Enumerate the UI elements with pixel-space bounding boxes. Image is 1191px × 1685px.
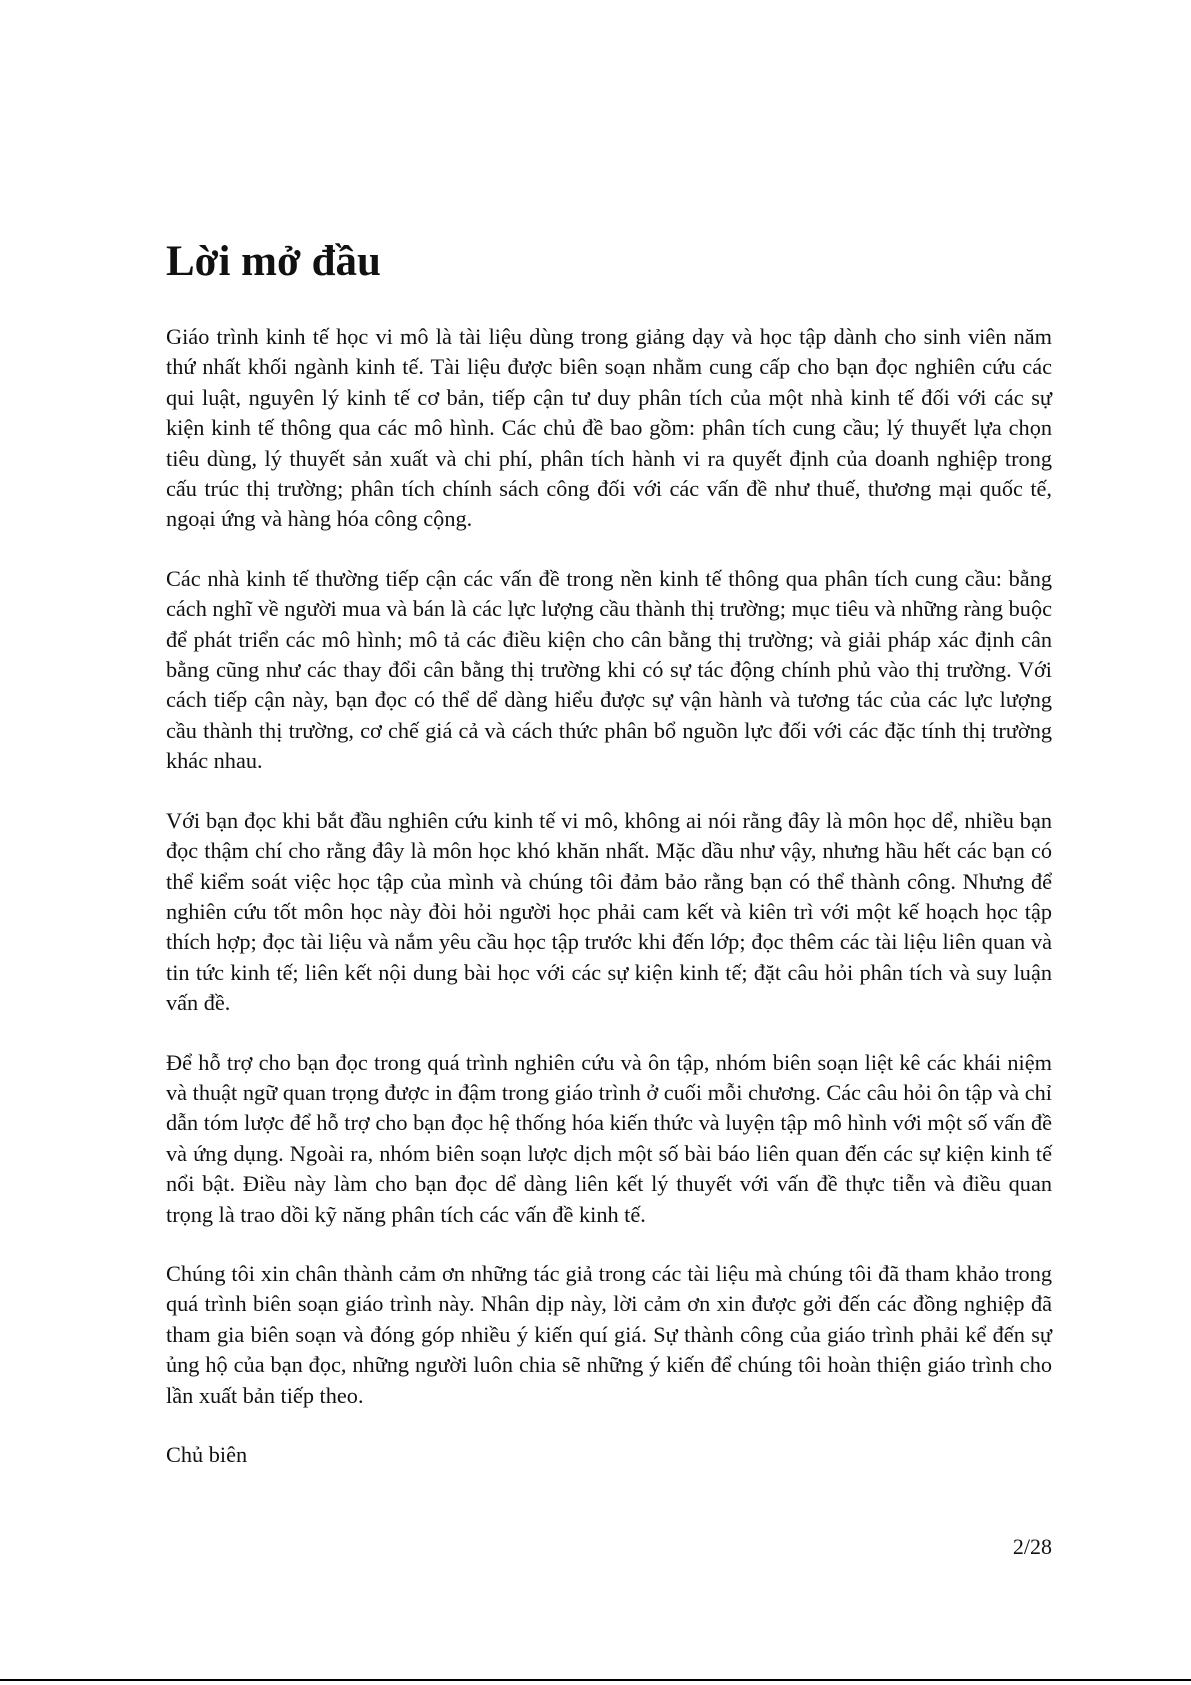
- body-text: [166, 322, 1052, 1470]
- paragraph-5: Chúng tôi xin chân thành cảm ơn những tác giả trong các tài liệu mà chúng tôi đã tham khảo trong quá trình biên soạn giáo trình này. Nhân dịp này, lời cảm ơn xin được gởi đến các đồng nghiệp đã tham gia biên soạn và đóng góp nhiều ý kiến quí giá. Sự thành công của giáo trình phải kể đến sự ủng hộ của bạn đọc, những người luôn chia sẽ những ý kiến để chúng tôi hoàn thiện giáo trình cho lần xuất bản tiếp theo.: [166, 1260, 1052, 1408]
- paragraph-3: Với bạn đọc khi bắt đầu nghiên cứu kinh tế vi mô, không ai nói rằng đây là môn học dể, nhiều bạn đọc thậm chí cho rằng đây là môn học khó khăn nhất. Mặc dầu như vậy, nhưng hầu hết các bạn có thể kiểm soát việc học tập của mình và chúng tôi đảm bảo rằng bạn có thể thành công. Nhưng để nghiên cứu tốt môn học này đòi hỏi người học phải cam kết và kiên trì với một kế hoạch học tập thích hợp; đọc tài liệu và nắm yêu cầu học tập trước khi đến lớp; đọc thêm các tài liệu liên quan và tin tức kinh tế; liên kết nội dung bài học với các sự kiện kinh tế; đặt câu hỏi phân tích và suy luận vấn đề.: [166, 807, 1052, 1016]
- page-title: Lời mở đầu: [166, 238, 381, 285]
- bottom-divider: [0, 1679, 1191, 1681]
- paragraph-1: Giáo trình kinh tế học vi mô là tài liệu dùng trong giảng dạy và học tập dành cho sinh viên năm thứ nhất khối ngành kinh tế. Tài liệu được biên soạn nhằm cung cấp cho bạn đọc nghiên cứu các qui luật, nguyên lý kinh tế cơ bản, tiếp cận tư duy phân tích của một nhà kinh tế đối với các sự kiện kinh tế thông qua các mô hình. Các chủ đề bao gồm: phân tích cung cầu; lý thuyết lựa chọn tiêu dùng, lý thuyết sản xuất và chi phí, phân tích hành vi ra quyết định của doanh nghiệp trong cấu trúc thị trường; phân tích chính sách công đối với các vấn đề như thuế, thương mại quốc tế, ngoại ứng và hàng hóa công cộng.: [166, 324, 1052, 532]
- page-number: 2/28: [1012, 1534, 1052, 1559]
- paragraph-4: Để hỗ trợ cho bạn đọc trong quá trình nghiên cứu và ôn tập, nhóm biên soạn liệt kê các khái niệm và thuật ngữ quan trọng được in đậm trong giáo trình ở cuối mỗi chương. Các câu hỏi ôn tập và chỉ dẫn tóm lược để hỗ trợ cho bạn đọc hệ thống hóa kiến thức và luyện tập mô hình với một số vấn đề và ứng dụng. Ngoài ra, nhóm biên soạn lược dịch một số bài báo liên quan đến các sự kiện kinh tế nổi bật. Điều này làm cho bạn đọc dể dàng liên kết lý thuyết với vấn đề thực tiễn và điều quan trọng là trao dồi kỹ năng phân tích các vấn đề kinh tế.: [166, 1049, 1052, 1227]
- paragraph-2: Các nhà kinh tế thường tiếp cận các vấn đề trong nền kinh tế thông qua phân tích cung cầu: bằng cách nghĩ về người mua và bán là các lực lượng cầu thành thị trường; mục tiêu và những ràng buộc để phát triển các mô hình; mô tả các điều kiện cho cân bằng thị trường; và giải pháp xác định cân bằng cũng như các thay đổi cân bằng thị trường khi có sự tác động chính phủ vào thị trường. Với cách tiếp cận này, bạn đọc có thể dể dàng hiểu được sự vận hành và tương tác của các lực lượng cầu thành thị trường, cơ chế giá cả và cách thức phân bổ nguồn lực đối với các đặc tính thị trường khác nhau.: [166, 565, 1052, 774]
- signature: Chủ biên: [166, 1442, 248, 1467]
